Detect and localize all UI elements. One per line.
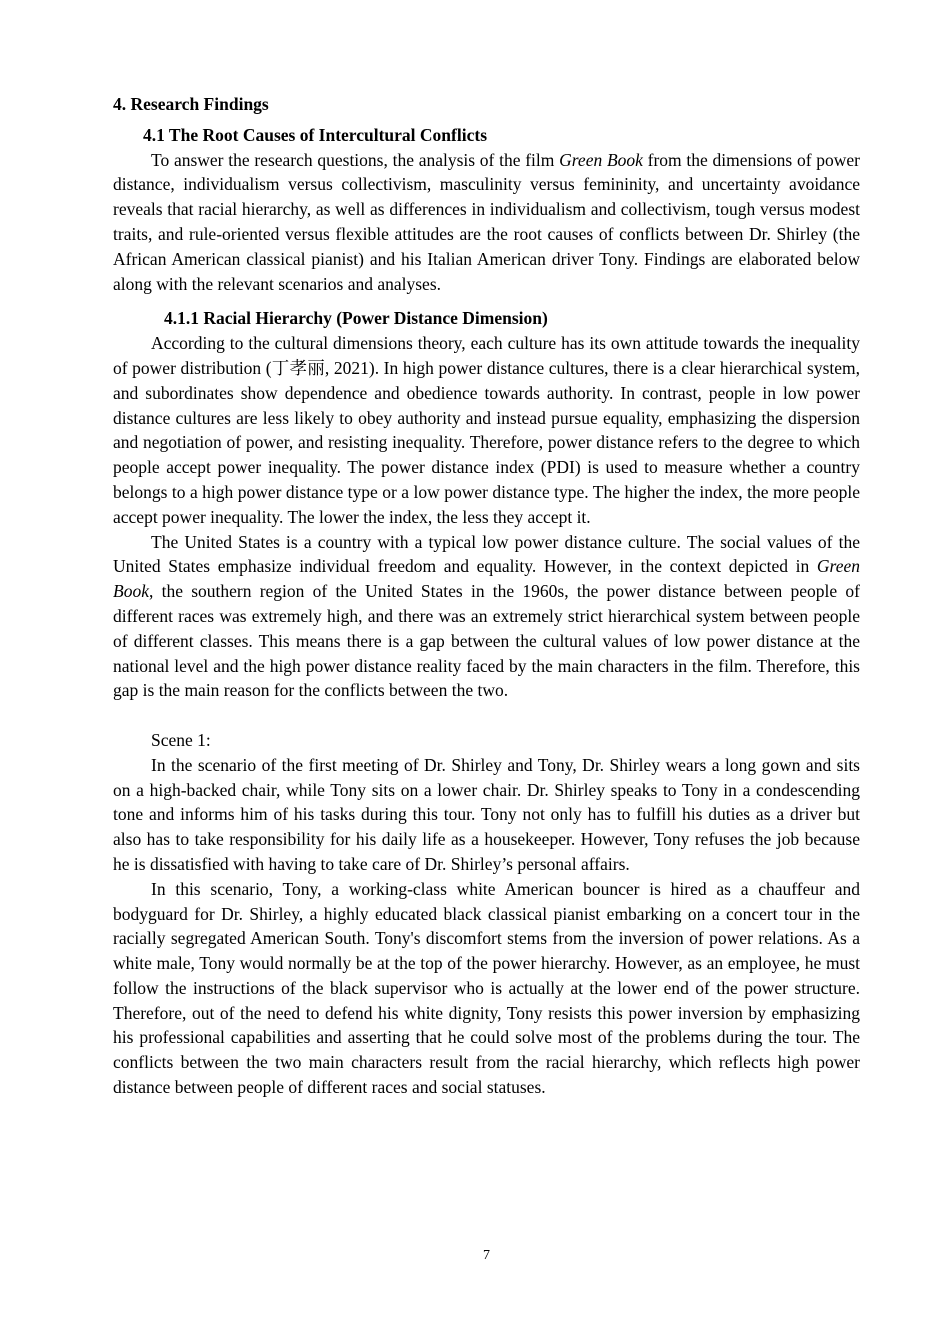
film-title: Green Book (559, 149, 643, 170)
page-number: 7 (483, 1248, 490, 1263)
scene-description-paragraph: In the scenario of the first meeting of Dr. Shirley and Tony, Dr. Shirley wears a long gown and sits on a high-backed chair, while Tony sits on a lower chair. Dr. Shirley speaks to Tony in a condescending tone and informs him of his tasks during this tour. Tony not only has to fulfill his duties as a driver but also has to take responsibility for his daily life as a housekeeper. However, Tony refuses the job because he is dissatisfied with having to take care of Dr. Shirley’s personal affairs. (113, 754, 860, 874)
film-title: Green Book (113, 556, 860, 602)
subsection-heading: 4.1 The Root Causes of Intercultural Conflicts (143, 124, 488, 145)
power-distance-paragraph: According to the cultural dimensions theory, each culture has its own attitude towards the inequality of power distribution (丁孝丽, 2021). In high power distance cultures, there is a clear hierarchical system, and subordinates show dependence and obedience towards authority. In contrast, people in low power distance cultures are less likely to obey authority and instead pursue equality, emphasizing the dispersion and negotiation of power, and resisting inequality. Therefore, power distance refers to the degree to which people accept power inequality. The power distance index (PDI) is used to measure whether a country belongs to a high power distance type or a low power distance type. The higher the index, the more people accept power inequality. The lower the index, the less they accept it. (113, 333, 860, 527)
scene-label: Scene 1: (151, 729, 211, 750)
us-text-b: , the southern region of the United States in the 1960s, the power distance between people of different races was extremely high, and there was an extremely strict hierarchical system between people of different classes. This means there is a gap between the cultural values of low power distance at the national level and the high power distance reality faced by the main characters in the film. Therefore, this gap is the main reason for the conflicts between the two. (113, 581, 860, 701)
intro-paragraph (113, 148, 860, 297)
us-context-paragraph (113, 530, 860, 704)
intro-text-a: To answer the research questions, the analysis of the film (151, 149, 560, 170)
scene-analysis-paragraph: In this scenario, Tony, a working-class white American bouncer is hired as a chauffeur and bodyguard for Dr. Shirley, a highly educated black classical pianist embarking on a concert tour in the racially segregated American South. Tony's discomfort stems from the inversion of power relations. As a white male, Tony would normally be at the top of the power hierarchy. However, as an employee, he must follow the instructions of the black supervisor who is actually at the lower end of the power structure. Therefore, out of the need to defend his white dignity, Tony resists this power inversion by emphasizing his professional capabilities and asserting that he could solve most of the problems during the tour. The conflicts between the two main characters result from the racial hierarchy, which reflects high power distance between people of different races and social statuses. (113, 878, 860, 1098)
section-heading: 4. Research Findings (113, 94, 269, 114)
subsubsection-heading: 4.1.1 Racial Hierarchy (Power Distance Dimension) (164, 308, 548, 329)
document-body (113, 92, 860, 1100)
blank-line (113, 703, 860, 728)
intro-text-b: from the dimensions of power distance, individualism versus collectivism, masculinity versus femininity, and uncertainty avoidance reveals that racial hierarchy, as well as differences in individualism and collectivism, tough versus modest traits, and rule-oriented versus flexible attitudes are the root causes of conflicts between Dr. Shirley (the African American classical pianist) and his Italian American driver Tony. Findings are elaborated below along with the relevant scenarios and analyses. (113, 149, 860, 294)
us-text-a: The United States is a country with a typical low power distance culture. The social values of the United States emphasize individual freedom and equality. However, in the context depicted in (113, 531, 860, 577)
